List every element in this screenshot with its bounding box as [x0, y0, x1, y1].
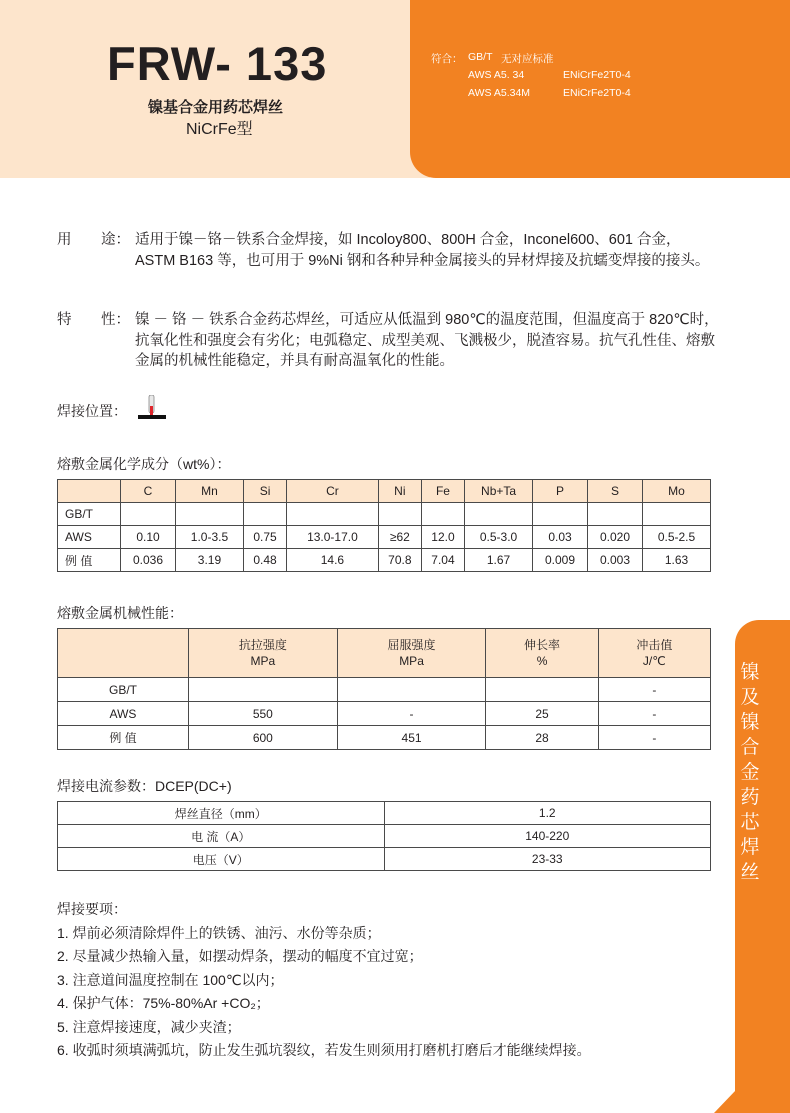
table-cell: 14.6	[287, 549, 379, 572]
table-header-row	[58, 629, 711, 678]
table-row	[58, 503, 711, 526]
table-cell	[243, 503, 286, 526]
param-name: 电 流（A）	[58, 825, 385, 848]
table-cell: 13.0-17.0	[287, 526, 379, 549]
table-cell: ≥62	[378, 526, 421, 549]
welding-params-title: 焊接电流参数：DCEP(DC+)	[57, 778, 232, 794]
table-cell	[421, 503, 464, 526]
table-cell: 1.67	[465, 549, 533, 572]
header-cell: P	[533, 480, 588, 503]
row-label: GB/T	[58, 678, 189, 702]
side-char: 丝	[740, 862, 760, 883]
header-cell	[58, 629, 189, 678]
notes-title: 焊接要项：	[57, 901, 127, 917]
product-title: FRW- 133	[107, 37, 328, 90]
header-cell: Fe	[421, 480, 464, 503]
category-side-tab	[735, 620, 790, 1113]
table-cell: 7.04	[421, 549, 464, 572]
table-cell: -	[598, 726, 710, 750]
product-type: NiCrFe型	[186, 121, 253, 138]
table-row	[58, 726, 711, 750]
table-cell	[378, 503, 421, 526]
row-label: AWS	[58, 702, 189, 726]
header-name: 伸长率	[524, 638, 561, 652]
chemical-title: 熔敷金属化学成分（wt%）：	[57, 456, 231, 472]
table-row	[58, 802, 711, 825]
product-subtitle: 镍基合金用药芯焊丝	[148, 99, 284, 116]
header-cell: C	[121, 480, 176, 503]
side-char: 金	[740, 762, 760, 783]
note-item: 1. 焊前必须清除焊件上的铁锈、油污、水份等杂质；	[57, 924, 381, 941]
table-cell: 28	[486, 726, 598, 750]
standard-aws-m-code: ENiCrFe2T0-4	[563, 87, 631, 99]
side-char: 镍	[740, 662, 760, 683]
features-label-2: 性：	[101, 312, 130, 328]
header-name: 抗拉强度	[238, 638, 287, 652]
standard-aws: AWS A5. 34	[468, 69, 525, 81]
table-cell	[121, 503, 176, 526]
table-cell: 0.003	[588, 549, 643, 572]
side-char: 合	[740, 737, 760, 758]
table-row	[58, 702, 711, 726]
table-cell: 0.020	[588, 526, 643, 549]
mechanical-properties-table	[57, 628, 711, 750]
param-name: 焊丝直径（mm）	[58, 802, 385, 825]
table-cell	[533, 503, 588, 526]
table-cell: 451	[337, 726, 486, 750]
side-char: 芯	[740, 812, 760, 833]
usage-text: 适用于镍－铬－铁系合金焊接，如 Incoloy800、800H 合金，Inconel600、601 合金，ASTM B163 等，也可用于 9%Ni 钢和各种异种金属接头的异材焊接及抗蠕变焊接的接头。	[135, 232, 710, 269]
table-cell: 12.0	[421, 526, 464, 549]
side-char: 镍	[740, 712, 760, 733]
welding-notes	[57, 898, 591, 1063]
param-name: 电压（V）	[58, 848, 385, 871]
features-text: 镍 － 铬 － 铁系合金药芯焊丝，可适应从低温到 980℃的温度范围，但温度高于 820℃时，抗氧化性和强度会有劣化；电弧稳定、成型美观、飞溅极少，脱渣容易。抗气孔性佳、熔敷金属的机械性能稳定，并具有耐高温氧化的性能。	[135, 312, 719, 369]
category-side-label	[735, 660, 765, 885]
standards-label: 符合：	[431, 53, 463, 65]
table-row	[58, 825, 711, 848]
header-cell: Nb+Ta	[465, 480, 533, 503]
row-label: 例 值	[58, 549, 121, 572]
table-cell: 0.75	[243, 526, 286, 549]
header-unit: MPa	[399, 654, 424, 668]
flat-welding-position-icon	[136, 395, 168, 420]
table-cell	[175, 503, 243, 526]
table-row	[58, 526, 711, 549]
header-unit: %	[536, 654, 548, 668]
header-cell	[598, 629, 710, 678]
table-cell: -	[337, 702, 486, 726]
table-cell: -	[598, 702, 710, 726]
table-cell	[643, 503, 711, 526]
table-row	[58, 549, 711, 572]
table-cell: 550	[189, 702, 338, 726]
standard-gbt-code: 无对应标准	[501, 53, 554, 65]
header-cell: S	[588, 480, 643, 503]
table-cell	[189, 678, 338, 702]
usage-label-2: 途：	[101, 232, 130, 248]
features-label-1: 特	[57, 312, 72, 328]
note-item: 2. 尽量减少热输入量，如摆动焊条，摆动的幅度不宜过宽；	[57, 948, 423, 964]
header-name: 冲击值	[636, 638, 673, 652]
header-cell	[58, 480, 121, 503]
header-unit: MPa	[250, 654, 276, 668]
header-cell: Ni	[378, 480, 421, 503]
standard-gbt: GB/T	[468, 51, 493, 63]
table-cell: 1.0-3.5	[175, 526, 243, 549]
standard-aws-m: AWS A5.34M	[468, 87, 531, 99]
header-cell	[189, 629, 338, 678]
position-label: 焊接位置：	[57, 403, 127, 419]
table-cell	[465, 503, 533, 526]
mechanical-title: 熔敷金属机械性能：	[57, 605, 183, 621]
table-cell: -	[598, 678, 710, 702]
row-label: 例 值	[58, 726, 189, 750]
welding-params-table	[57, 801, 711, 871]
table-cell	[588, 503, 643, 526]
table-row	[58, 678, 711, 702]
header-cell	[337, 629, 486, 678]
header-cell: Si	[243, 480, 286, 503]
note-item: 5. 注意焊接速度，减少夹渣；	[57, 1018, 241, 1035]
table-cell: 0.03	[533, 526, 588, 549]
table-cell: 1.63	[643, 549, 711, 572]
table-cell: 0.009	[533, 549, 588, 572]
param-value: 1.2	[384, 802, 711, 825]
header-name: 屈服强度	[387, 638, 436, 652]
row-label: AWS	[58, 526, 121, 549]
header-cell: Mn	[175, 480, 243, 503]
table-cell	[287, 503, 379, 526]
table-cell	[486, 678, 598, 702]
table-cell: 0.5-3.0	[465, 526, 533, 549]
note-item: 3. 注意道间温度控制在 100℃以内；	[57, 971, 284, 988]
header-unit: J/℃	[642, 654, 666, 668]
standard-aws-code: ENiCrFe2T0-4	[563, 69, 631, 81]
header-cell	[486, 629, 598, 678]
table-cell: 0.5-2.5	[643, 526, 711, 549]
side-tab-corner	[714, 1090, 736, 1113]
side-char: 药	[740, 787, 760, 808]
param-value: 140-220	[384, 825, 711, 848]
note-item: 6. 收弧时须填满弧坑，防止发生弧坑裂纹，若发生则须用打磨机打磨后才能继续焊接。	[57, 1042, 591, 1058]
chemical-composition-table	[57, 479, 711, 572]
side-char: 及	[740, 687, 760, 708]
table-row	[58, 848, 711, 871]
table-cell: 0.48	[243, 549, 286, 572]
table-cell: 0.036	[121, 549, 176, 572]
side-char: 焊	[740, 837, 760, 858]
header-cell: Cr	[287, 480, 379, 503]
header-cell: Mo	[643, 480, 711, 503]
table-cell: 3.19	[175, 549, 243, 572]
table-cell: 0.10	[121, 526, 176, 549]
table-cell: 25	[486, 702, 598, 726]
row-label: GB/T	[58, 503, 121, 526]
table-cell: 600	[189, 726, 338, 750]
note-item: 4. 保护气体：75%-80%Ar +CO₂；	[57, 995, 270, 1011]
table-cell	[337, 678, 486, 702]
table-header-row	[58, 480, 711, 503]
usage-label-1: 用	[57, 232, 72, 248]
param-value: 23-33	[384, 848, 711, 871]
table-cell: 70.8	[378, 549, 421, 572]
